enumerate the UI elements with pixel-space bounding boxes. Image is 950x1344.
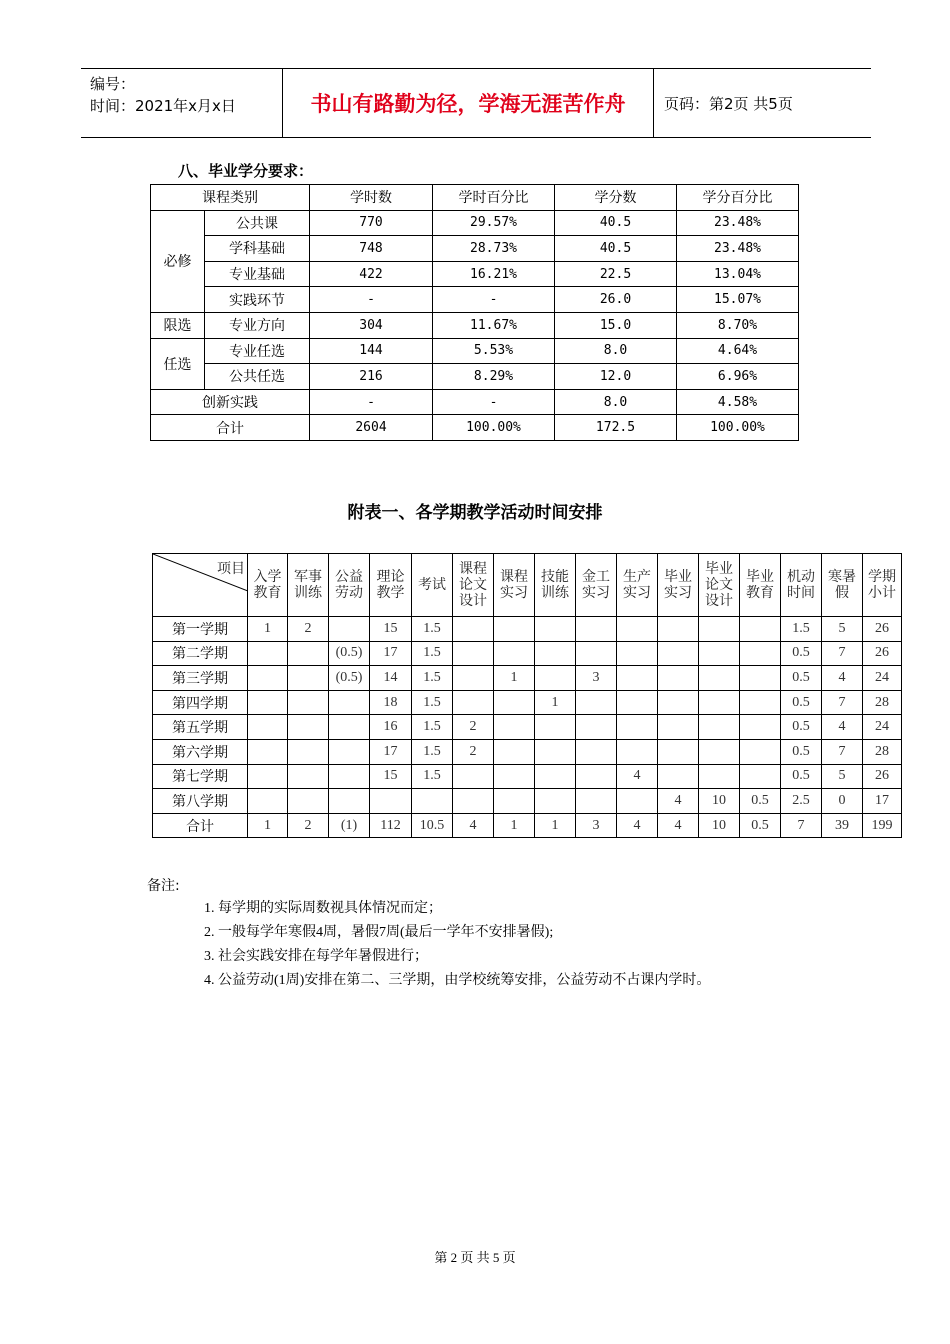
schedule-cell	[453, 666, 494, 691]
schedule-header-cell: 公益 劳动	[329, 554, 370, 617]
schedule-cell: 2.5	[781, 789, 822, 814]
schedule-cell	[494, 617, 535, 642]
semester-label: 第五学期	[153, 715, 248, 740]
schedule-cell	[740, 739, 781, 764]
total-credits-pct: 100.00%	[677, 415, 799, 441]
row-subcategory: 专业方向	[205, 312, 310, 338]
schedule-cell	[248, 739, 288, 764]
schedule-table	[152, 553, 902, 838]
semester-label: 第三学期	[153, 666, 248, 691]
schedule-cell	[576, 764, 617, 789]
schedule-cell	[535, 641, 576, 666]
schedule-cell: 3	[576, 813, 617, 838]
schedule-cell	[617, 617, 658, 642]
schedule-cell	[576, 739, 617, 764]
schedule-cell	[617, 715, 658, 740]
row-credits: 15.0	[555, 312, 677, 338]
schedule-cell	[535, 666, 576, 691]
schedule-cell: 1.5	[412, 690, 453, 715]
schedule-cell	[699, 715, 740, 740]
schedule-cell	[617, 739, 658, 764]
schedule-cell: 2	[453, 739, 494, 764]
schedule-cell: 28	[863, 690, 902, 715]
schedule-cell	[699, 617, 740, 642]
schedule-cell	[453, 789, 494, 814]
schedule-cell: 7	[781, 813, 822, 838]
schedule-cell: 199	[863, 813, 902, 838]
schedule-cell	[576, 789, 617, 814]
semester-label: 第二学期	[153, 641, 248, 666]
schedule-cell: 1.5	[412, 715, 453, 740]
schedule-cell: 1	[535, 690, 576, 715]
schedule-header-cell: 入学 教育	[248, 554, 288, 617]
schedule-cell: 39	[822, 813, 863, 838]
note-item: 3. 社会实践安排在每学年暑假进行；	[204, 949, 428, 964]
table-row	[151, 364, 799, 390]
schedule-cell: 1	[535, 813, 576, 838]
schedule-cell: 10.5	[412, 813, 453, 838]
schedule-header-cell: 毕业 论文 设计	[699, 554, 740, 617]
schedule-row	[153, 764, 902, 789]
schedule-cell	[740, 617, 781, 642]
row-subcategory: 学科基础	[205, 236, 310, 262]
table-row	[151, 389, 799, 415]
innovation-label: 创新实践	[151, 389, 310, 415]
row-credits: 8.0	[555, 338, 677, 364]
schedule-cell: 4	[453, 813, 494, 838]
schedule-cell	[740, 666, 781, 691]
schedule-cell: 0.5	[781, 764, 822, 789]
schedule-cell	[453, 617, 494, 642]
schedule-cell	[248, 715, 288, 740]
schedule-cell	[658, 617, 699, 642]
schedule-cell	[248, 764, 288, 789]
schedule-cell	[699, 764, 740, 789]
schedule-cell: 0.5	[781, 666, 822, 691]
notes-list	[204, 897, 710, 993]
row-subcategory: 专业基础	[205, 261, 310, 287]
schedule-cell: 24	[863, 715, 902, 740]
notes-label: 备注:	[147, 878, 180, 894]
row-credits: 8.0	[555, 389, 677, 415]
corner-label: 项目	[217, 561, 245, 577]
table-row	[151, 261, 799, 287]
schedule-header-cell: 课程 论文 设计	[453, 554, 494, 617]
credit-table-header	[151, 185, 799, 211]
schedule-cell: 26	[863, 641, 902, 666]
schedule-cell: 3	[576, 666, 617, 691]
total-label: 合计	[151, 415, 310, 441]
schedule-header-cell: 技能 训练	[535, 554, 576, 617]
schedule-cell	[658, 764, 699, 789]
schedule-cell	[248, 789, 288, 814]
total-row	[151, 415, 799, 441]
schedule-cell: 1.5	[412, 666, 453, 691]
semester-label: 第七学期	[153, 764, 248, 789]
row-credits-pct: 15.07%	[677, 287, 799, 313]
schedule-cell: 1.5	[412, 617, 453, 642]
schedule-cell: 1	[494, 666, 535, 691]
note-item: 1. 每学期的实际周数视具体情况而定；	[204, 901, 442, 916]
schedule-cell: (0.5)	[329, 666, 370, 691]
schedule-cell: 4	[617, 764, 658, 789]
schedule-cell	[453, 641, 494, 666]
total-hours-pct: 100.00%	[433, 415, 555, 441]
schedule-cell	[329, 764, 370, 789]
schedule-cell: (1)	[329, 813, 370, 838]
row-credits-pct: 23.48%	[677, 236, 799, 262]
row-credits-pct: 4.64%	[677, 338, 799, 364]
schedule-cell	[740, 641, 781, 666]
schedule-cell: 26	[863, 764, 902, 789]
schedule-cell	[494, 690, 535, 715]
header-meta	[81, 69, 283, 137]
row-hours-pct: 5.53%	[433, 338, 555, 364]
schedule-cell: 5	[822, 617, 863, 642]
header-hours: 学时数	[310, 185, 433, 211]
row-subcategory: 实践环节	[205, 287, 310, 313]
row-credits-pct: 4.58%	[677, 389, 799, 415]
schedule-cell	[412, 789, 453, 814]
row-subcategory: 公共课	[205, 210, 310, 236]
schedule-total-row	[153, 813, 902, 838]
header-credits: 学分数	[555, 185, 677, 211]
row-hours: 216	[310, 364, 433, 390]
header-hours-pct: 学时百分比	[433, 185, 555, 211]
table-row	[151, 338, 799, 364]
row-hours: 144	[310, 338, 433, 364]
schedule-cell: 18	[370, 690, 412, 715]
schedule-cell: 1	[248, 813, 288, 838]
row-credits-pct: 23.48%	[677, 210, 799, 236]
schedule-cell: 15	[370, 617, 412, 642]
group-limited: 限选	[151, 312, 205, 338]
schedule-cell	[288, 690, 329, 715]
schedule-header-cell: 毕业 教育	[740, 554, 781, 617]
row-credits: 12.0	[555, 364, 677, 390]
schedule-header-cell: 军事 训练	[288, 554, 329, 617]
row-credits-pct: 8.70%	[677, 312, 799, 338]
credit-table	[150, 184, 799, 441]
schedule-row	[153, 666, 902, 691]
schedule-cell	[329, 690, 370, 715]
schedule-cell: 0.5	[740, 813, 781, 838]
schedule-cell	[699, 666, 740, 691]
row-hours: -	[310, 389, 433, 415]
semester-label: 第四学期	[153, 690, 248, 715]
schedule-cell: 15	[370, 764, 412, 789]
row-hours-pct: 28.73%	[433, 236, 555, 262]
row-subcategory: 公共任选	[205, 364, 310, 390]
schedule-cell: 0.5	[781, 690, 822, 715]
schedule-row	[153, 617, 902, 642]
schedule-cell	[288, 666, 329, 691]
schedule-cell	[617, 641, 658, 666]
schedule-header-cell: 毕业 实习	[658, 554, 699, 617]
schedule-cell: 17	[863, 789, 902, 814]
schedule-cell	[288, 641, 329, 666]
schedule-cell: 0.5	[781, 715, 822, 740]
row-hours: 748	[310, 236, 433, 262]
schedule-cell: 16	[370, 715, 412, 740]
schedule-cell: 7	[822, 739, 863, 764]
semester-label: 第八学期	[153, 789, 248, 814]
schedule-cell	[617, 789, 658, 814]
schedule-cell: 26	[863, 617, 902, 642]
schedule-header-cell: 课程 实习	[494, 554, 535, 617]
section-title: 八、毕业学分要求：	[178, 162, 314, 180]
schedule-cell	[658, 666, 699, 691]
schedule-cell: 1.5	[412, 764, 453, 789]
row-subcategory: 专业任选	[205, 338, 310, 364]
schedule-cell	[494, 789, 535, 814]
schedule-cell: 2	[288, 617, 329, 642]
schedule-cell: 17	[370, 641, 412, 666]
schedule-cell	[535, 764, 576, 789]
schedule-cell	[699, 739, 740, 764]
schedule-cell: 4	[658, 789, 699, 814]
schedule-header-cell: 机动 时间	[781, 554, 822, 617]
row-hours-pct: -	[433, 287, 555, 313]
schedule-cell: 14	[370, 666, 412, 691]
schedule-cell	[329, 789, 370, 814]
page-footer: 第 2 页 共 5 页	[434, 1250, 516, 1265]
note-item: 4. 公益劳动(1周)安排在第二、三学期，由学校统筹安排，公益劳动不占课内学时。	[204, 973, 711, 988]
date-label: 时间：2021年x月x日	[90, 97, 236, 115]
schedule-cell: 1.5	[412, 739, 453, 764]
page-header	[81, 68, 871, 138]
schedule-cell	[370, 789, 412, 814]
schedule-cell	[617, 666, 658, 691]
schedule-header-cell: 寒暑 假	[822, 554, 863, 617]
table-row	[151, 210, 799, 236]
schedule-cell	[248, 666, 288, 691]
schedule-cell: 1	[494, 813, 535, 838]
schedule-cell	[494, 739, 535, 764]
row-hours-pct: 29.57%	[433, 210, 555, 236]
group-required: 必修	[151, 210, 205, 312]
schedule-cell: 4	[617, 813, 658, 838]
schedule-row	[153, 739, 902, 764]
row-credits-pct: 13.04%	[677, 261, 799, 287]
schedule-cell: 2	[288, 813, 329, 838]
schedule-cell	[248, 690, 288, 715]
row-hours-pct: 16.21%	[433, 261, 555, 287]
schedule-cell: 112	[370, 813, 412, 838]
schedule-header-cell: 考试	[412, 554, 453, 617]
row-hours: 304	[310, 312, 433, 338]
row-credits: 40.5	[555, 236, 677, 262]
note-item: 2. 一般每学年寒假4周，暑假7周(最后一学年不安排暑假);	[204, 925, 554, 940]
schedule-cell: 10	[699, 813, 740, 838]
schedule-cell: 1	[248, 617, 288, 642]
code-label: 编号：	[90, 75, 136, 93]
row-hours: 770	[310, 210, 433, 236]
total-hours: 2604	[310, 415, 433, 441]
schedule-cell: 28	[863, 739, 902, 764]
schedule-cell	[535, 739, 576, 764]
schedule-cell	[576, 690, 617, 715]
row-hours-pct: 8.29%	[433, 364, 555, 390]
schedule-cell	[288, 739, 329, 764]
schedule-cell	[494, 764, 535, 789]
schedule-cell: 5	[822, 764, 863, 789]
schedule-cell: 0.5	[781, 641, 822, 666]
schedule-title: 附表一、各学期教学活动时间安排	[347, 503, 603, 523]
schedule-cell: 10	[699, 789, 740, 814]
schedule-cell	[535, 617, 576, 642]
schedule-row	[153, 690, 902, 715]
schedule-cell	[740, 690, 781, 715]
semester-label: 合计	[153, 813, 248, 838]
schedule-cell: 1.5	[781, 617, 822, 642]
schedule-cell	[535, 715, 576, 740]
schedule-cell	[329, 739, 370, 764]
page-number-label: 页码：第2页 共5页	[664, 94, 793, 113]
schedule-cell	[658, 715, 699, 740]
schedule-row	[153, 789, 902, 814]
group-optional: 任选	[151, 338, 205, 389]
schedule-cell	[617, 690, 658, 715]
schedule-cell	[453, 690, 494, 715]
schedule-cell	[699, 690, 740, 715]
schedule-cell: 0.5	[781, 739, 822, 764]
schedule-cell	[329, 715, 370, 740]
schedule-cell	[576, 641, 617, 666]
schedule-cell	[576, 617, 617, 642]
schedule-cell	[740, 715, 781, 740]
schedule-cell	[453, 764, 494, 789]
row-credits: 26.0	[555, 287, 677, 313]
table-row	[151, 312, 799, 338]
schedule-row	[153, 715, 902, 740]
schedule-cell	[535, 789, 576, 814]
schedule-cell: 17	[370, 739, 412, 764]
row-credits: 40.5	[555, 210, 677, 236]
schedule-header-cell: 金工 实习	[576, 554, 617, 617]
schedule-cell: (0.5)	[329, 641, 370, 666]
semester-label: 第六学期	[153, 739, 248, 764]
schedule-cell	[288, 715, 329, 740]
schedule-cell: 2	[453, 715, 494, 740]
schedule-cell	[699, 641, 740, 666]
schedule-cell	[494, 641, 535, 666]
schedule-cell	[740, 764, 781, 789]
schedule-cell	[288, 764, 329, 789]
table-row	[151, 287, 799, 313]
total-credits: 172.5	[555, 415, 677, 441]
schedule-cell: 4	[658, 813, 699, 838]
schedule-cell	[329, 617, 370, 642]
row-credits-pct: 6.96%	[677, 364, 799, 390]
corner-cell	[153, 554, 248, 617]
schedule-cell	[494, 715, 535, 740]
schedule-cell	[658, 690, 699, 715]
schedule-header-cell: 生产 实习	[617, 554, 658, 617]
schedule-cell	[658, 739, 699, 764]
row-hours: -	[310, 287, 433, 313]
schedule-row	[153, 641, 902, 666]
schedule-header-cell: 理论 教学	[370, 554, 412, 617]
row-hours-pct: -	[433, 389, 555, 415]
table-row	[151, 236, 799, 262]
schedule-header-row	[153, 554, 902, 617]
semester-label: 第一学期	[153, 617, 248, 642]
schedule-header-cell: 学期 小计	[863, 554, 902, 617]
schedule-cell: 1.5	[412, 641, 453, 666]
schedule-cell: 0	[822, 789, 863, 814]
schedule-cell	[248, 641, 288, 666]
schedule-cell: 0.5	[740, 789, 781, 814]
schedule-cell: 4	[822, 666, 863, 691]
header-category: 课程类别	[151, 185, 310, 211]
row-credits: 22.5	[555, 261, 677, 287]
schedule-cell	[658, 641, 699, 666]
row-hours-pct: 11.67%	[433, 312, 555, 338]
row-hours: 422	[310, 261, 433, 287]
schedule-cell: 7	[822, 690, 863, 715]
schedule-cell: 24	[863, 666, 902, 691]
schedule-cell: 7	[822, 641, 863, 666]
header-credits-pct: 学分百分比	[677, 185, 799, 211]
schedule-cell	[576, 715, 617, 740]
schedule-cell: 4	[822, 715, 863, 740]
schedule-cell	[288, 789, 329, 814]
header-motto: 书山有路勤为径，学海无涯苦作舟	[283, 69, 654, 137]
